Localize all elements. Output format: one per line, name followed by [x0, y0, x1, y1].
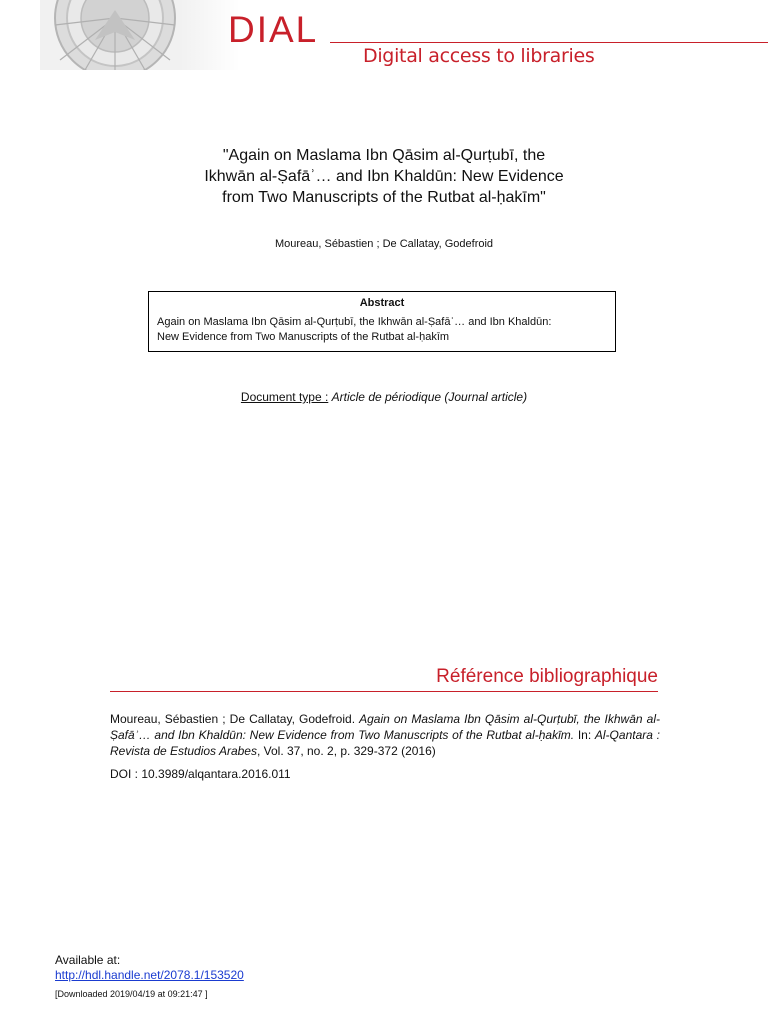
handle-link[interactable]: http://hdl.handle.net/2078.1/153520: [55, 968, 244, 982]
citation-journal: Al-Qantara : Revista de Estudios Arabes: [110, 728, 660, 758]
abstract-line: Again on Maslama Ibn Qāsim al-Qurṭubī, the Ikhwān al-Ṣafāʾ… and Ibn Khaldūn:: [157, 316, 552, 328]
footer: [55, 953, 244, 1002]
citation-details: , Vol. 37, no. 2, p. 329-372 (2016): [256, 744, 436, 758]
citation-authors: Moureau, Sébastien ; De Callatay, Godefroid.: [110, 712, 356, 726]
document-type-value: Article de périodique (Journal article): [331, 390, 528, 404]
header-rule: [330, 42, 768, 43]
reference-rule: [110, 691, 658, 692]
citation-in: In:: [577, 728, 592, 742]
authors: Moureau, Sébastien ; De Callatay, Godefroid: [274, 238, 494, 250]
document-type-label: Document type :: [240, 390, 329, 404]
document-type: [150, 390, 618, 404]
title-line: "Again on Maslama Ibn Qāsim al-Qurṭubī, the: [222, 147, 546, 164]
available-label: Available at:: [55, 953, 121, 967]
citation-title: Again on Maslama Ibn Qāsim al-Qurṭubī, the Ikhwān al-Ṣafāʾ… and Ibn Khaldūn: New Evidence from Two Manuscripts of the Rutbat al-ḥakīm.: [110, 712, 660, 742]
dial-emblem-logo: [40, 0, 240, 70]
reference-heading: Référence bibliographique: [436, 666, 658, 687]
abstract-line: New Evidence from Two Manuscripts of the Rutbat al-ḥakīm: [157, 331, 450, 343]
header: [0, 0, 768, 70]
document-title: [150, 145, 618, 208]
title-line: Ikhwān al-Ṣafāʾ… and Ibn Khaldūn: New Evidence: [204, 168, 564, 185]
title-line: from Two Manuscripts of the Rutbat al-ḥakīm": [222, 189, 546, 206]
downloaded-note: [Downloaded 2019/04/19 at 09:21:47 ]: [55, 989, 208, 999]
citation: [110, 711, 660, 759]
tagline: Digital access to libraries: [363, 45, 595, 67]
abstract-box: [148, 291, 616, 352]
abstract-text: [157, 315, 607, 345]
doi: DOI : 10.3989/alqantara.2016.011: [110, 767, 291, 781]
dial-logo-text: DIAL: [228, 9, 319, 50]
abstract-heading: Abstract: [359, 297, 405, 309]
